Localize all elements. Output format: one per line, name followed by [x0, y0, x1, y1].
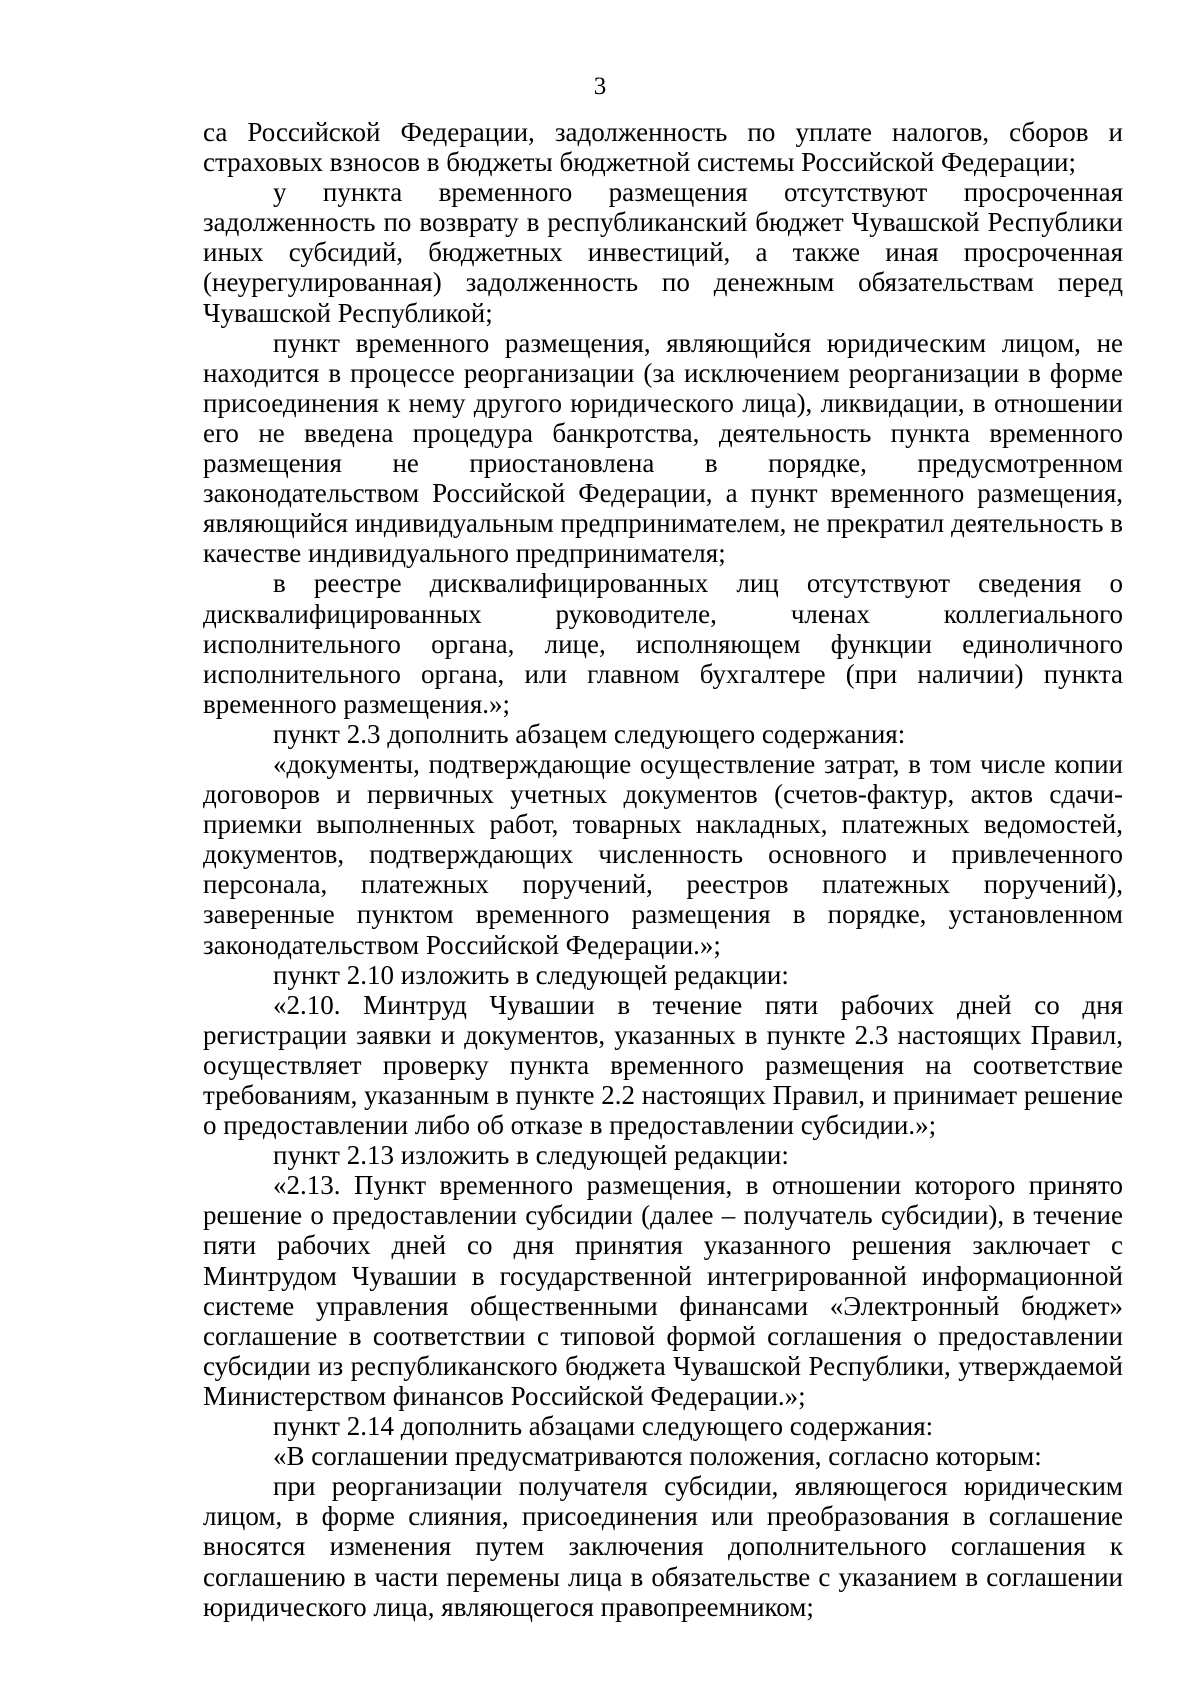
- paragraph-2: у пункта временного размещения отсутствуют просроченная задолженность по возврату в республиканский бюджет Чувашской Республики иных субсидий, бюджетных инвестиций, а также иная просроченная (неурегулированная) задолженность по денежным обязательствам перед Чувашской Республикой;: [203, 177, 1123, 328]
- paragraph-6: «документы, подтверждающие осуществление затрат, в том числе копии договоров и первичных учетных документов (счетов-фактур, актов сдачи-приемки выполненных работ, товарных накладных, платежных ведомостей, документов, подтверждающих численность основного и привлеченного персонала, платежных поручений, реестров платежных поручений), заверенные пунктом временного размещения в порядке, установленном законодательством Российской Федерации.»;: [203, 748, 1123, 960]
- paragraph-12: «В соглашении предусматриваются положения, согласно которым:: [273, 1441, 1042, 1472]
- paragraph-5: пункт 2.3 дополнить абзацем следующего содержания:: [273, 718, 906, 749]
- paragraph-4: в реестре дисквалифицированных лиц отсутствуют сведения о дисквалифицированных руководителе, членах коллегиального исполнительного органа, лице, исполняющем функции единоличного исполнительного органа, или главном бухгалтере (при наличии) пункта временного размещения.»;: [203, 568, 1123, 719]
- paragraph-13: при реорганизации получателя субсидии, являющегося юридическим лицом, в форме слияния, присоединения или преобразования в соглашение вносятся изменения путем заключения дополнительного соглашения к соглашению в части перемены лица в обязательстве с указанием в соглашении юридического лица, являющегося правопреемником;: [203, 1471, 1123, 1622]
- paragraph-10: «2.13. Пункт временного размещения, в отношении которого принято решение о предоставлении субсидии (далее – получатель субсидии), в течение пяти рабочих дней со дня принятия указанного решения заключает с Минтрудом Чувашии в государственной интегрированной информационной системе управления общественными финансами «Электронный бюджет» соглашение в соответствии с типовой формой соглашения о предоставлении субсидии из республиканского бюджета Чувашской Республики, утверждаемой Министерством финансов Российской Федерации.»;: [203, 1170, 1123, 1411]
- document-body: [203, 117, 1123, 1622]
- page-number: 3: [593, 73, 607, 100]
- paragraph-8: «2.10. Минтруд Чувашии в течение пяти рабочих дней со дня регистрации заявки и документов, указанных в пункте 2.3 настоящих Правил, осуществляет проверку пункта временного размещения на соответствие требованиям, указанным в пункте 2.2 настоящих Правил, и принимает решение о предоставлении либо об отказе в предоставлении субсидии.»;: [203, 989, 1123, 1141]
- paragraph-11: пункт 2.14 дополнить абзацами следующего содержания:: [273, 1411, 934, 1442]
- paragraph-9: пункт 2.13 изложить в следующей редакции:: [273, 1140, 789, 1171]
- paragraph-1: са Российской Федерации, задолженность по уплате налогов, сборов и страховых взносов в бюджеты бюджетной системы Российской Федерации;: [203, 117, 1123, 178]
- paragraph-3: пункт временного размещения, являющийся юридическим лицом, не находится в процессе реорганизации (за исключением реорганизации в форме присоединения к нему другого юридического лица), ликвидации, в отношении его не введена процедура банкротства, деятельность пункта временного размещения не приостановлена в порядке, предусмотренном законодательством Российской Федерации, а пункт временного размещения, являющийся индивидуальным предпринимателем, не прекратил деятельность в качестве индивидуального предпринимателя;: [203, 327, 1123, 569]
- paragraph-7: пункт 2.10 изложить в следующей редакции:: [273, 959, 789, 990]
